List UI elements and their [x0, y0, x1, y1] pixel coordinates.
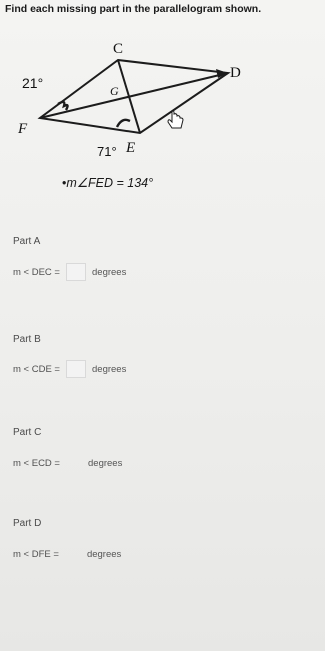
part-c-heading: Part C: [13, 427, 42, 438]
part-b-heading: Part B: [13, 334, 41, 345]
part-d-row: [13, 546, 121, 562]
part-a-answer-input[interactable]: [66, 263, 86, 281]
part-b-expression: m < CDE =: [13, 363, 60, 375]
part-d-heading: Part D: [13, 518, 42, 529]
part-d-unit: degrees: [86, 548, 122, 560]
given-text: m∠FED = 134°: [66, 176, 154, 190]
vertex-label-e: E: [126, 140, 136, 156]
parallelogram-figure: [0, 0, 325, 200]
part-c-answer-input[interactable]: [60, 455, 88, 471]
part-c-row: [13, 455, 122, 471]
part-b-unit: degrees: [92, 363, 127, 375]
vertex-label-d: D: [230, 65, 241, 81]
part-d-answer-input[interactable]: [59, 546, 87, 562]
part-b-row: [13, 360, 126, 378]
part-c-expression: m < ECD =: [13, 457, 60, 469]
bullet: •: [62, 176, 67, 190]
angle-label-21: 21°: [22, 75, 44, 91]
vertex-label-c: C: [113, 41, 124, 57]
angle-mark-f: [58, 102, 68, 110]
vertex-label-g: G: [110, 84, 119, 98]
part-c-unit: degrees: [88, 457, 123, 469]
part-a-row: [13, 263, 126, 281]
vertex-label-f: F: [18, 121, 28, 137]
part-b-answer-input[interactable]: [66, 360, 86, 378]
part-a-heading: Part A: [13, 236, 41, 247]
angle-mark-e: [117, 120, 130, 127]
given-statement: [62, 175, 153, 190]
part-a-unit: degrees: [92, 266, 127, 278]
problem-prompt: Find each missing part in the parallelogram shown.: [5, 3, 262, 15]
part-a-expression: m < DEC =: [13, 266, 60, 278]
angle-label-71: 71°: [97, 144, 117, 159]
part-d-expression: m < DFE =: [13, 548, 59, 560]
